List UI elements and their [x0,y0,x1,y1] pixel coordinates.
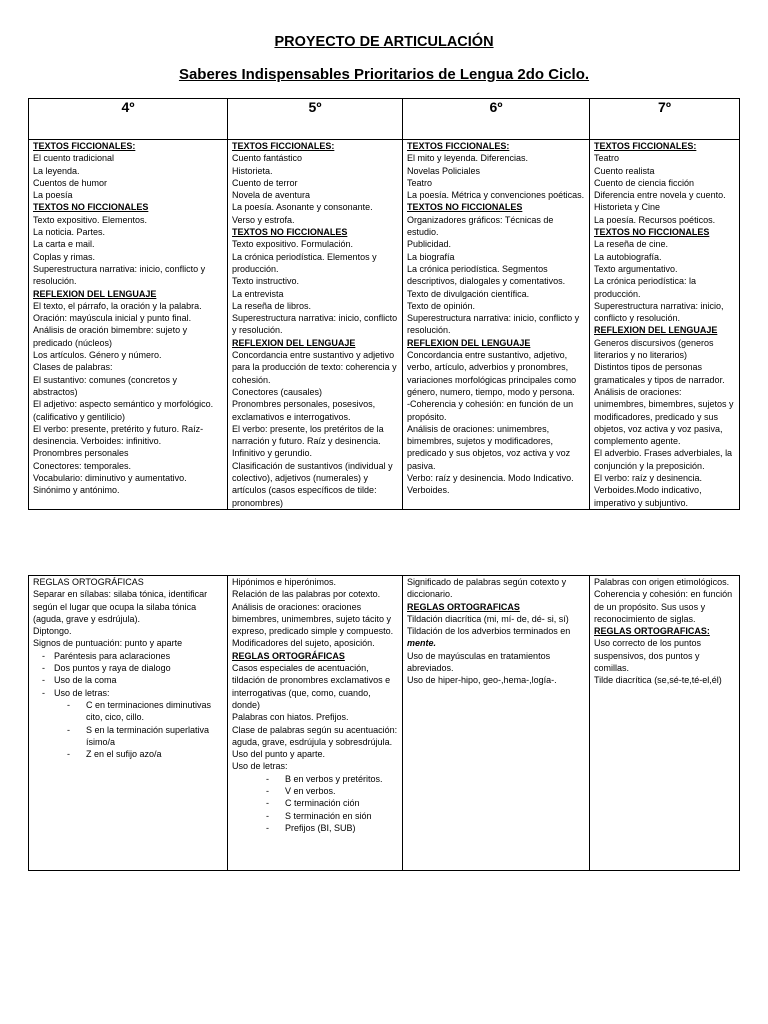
section-heading: REFLEXION DEL LENGUAJE [594,325,718,336]
content-line: La poesía [33,190,73,201]
content-line: Clases de palabras: [33,362,113,373]
content-line: -Coherencia y cohesión: en función de un propósito. [407,399,574,422]
content-line: - V en verbos. [232,785,398,797]
cell-grade-7 [590,140,740,510]
content-line: Conectores (causales) [232,386,323,397]
content-line: Cuento realista [594,165,655,176]
content-line: Diptongo. [33,626,72,637]
content-line: El adverbio. Frases adverbiales, la conjunción y la preposición. [594,448,733,471]
content-line: - B en verbos y pretéritos. [232,773,398,785]
content-line: La leyenda. [33,165,80,176]
document-title: PROYECTO DE ARTICULACIÓN [274,34,494,50]
content-line: Texto de opinión. [407,300,476,311]
content-line: Concordancia entre sustantivo y adjetivo para la producción de texto: coherencia y cohesión. [232,350,397,385]
content-line: Casos especiales de acentuación, tildación de pronombres exclamativos e interrogativas (que, como, cuando, donde) [232,663,391,710]
content-line: Generos discursivos (generos literarios y no literarios) [594,337,714,361]
content-line: Verso y estrofa. [232,214,295,225]
content-line: Infinitivo y gerundio. [232,448,313,459]
contents-table-lower [28,575,740,871]
section-heading: TEXTOS FICCIONALES: [407,141,510,151]
grade-header-7: 7º [590,99,740,140]
content-line: Palabras con hiatos. Prefijos. [232,712,349,723]
content-line: Cuentos de humor [33,177,108,188]
content-line: Análisis de oraciones: unimembres, bimembres, sujetos y modificadores, predicado y sus objetos, voz activa y voz pasiva, complemento agente. [594,386,734,447]
content-line: Cuento fantástico [232,153,303,164]
content-line: Oración: mayúscula inicial y punto final. [33,313,192,324]
content-line: Pronombres personales, posesivos, exclamativos e interrogativos. [232,399,376,422]
contents-row-lower [29,576,740,871]
content-line: El cuento tradicional [33,153,115,164]
content-line: La crónica periodística. Elementos y producción. [232,251,377,274]
content-line: mente. [407,638,437,649]
grade-header-6: 6º [403,99,590,140]
content-line: Signos de puntuación: punto y aparte [33,638,183,649]
content-line: Verboides.Modo indicativo, imperativo y subjuntivo. [594,485,702,508]
content-line: Vocabulario: diminutivo y aumentativo. [33,473,187,484]
content-line: - Prefijos (BI, SUB) [232,822,398,834]
content-line: Conectores: temporales. [33,460,132,471]
content-line: Palabras con origen etimológicos. [594,577,730,587]
section-heading: REGLAS ORTOGRAFICAS: [594,626,710,637]
content-line: Los artículos. Género y número. [33,350,162,361]
content-line: Historieta y Cine [594,202,661,213]
content-line: Novelas Policiales [407,165,481,176]
cell-grade-6 [403,140,590,510]
document-subtitle: Saberes Indispensables Prioritarios de Lengua 2do Ciclo. [178,66,590,83]
content-line: La autobiografía. [594,251,662,262]
content-line: Distintos tipos de personas gramaticales y tipos de narrador. [594,362,725,385]
content-line: El verbo: raíz y desinencia. [594,473,703,484]
content-line: Hipónimos e hiperónimos. [232,577,337,587]
content-line: Coplas y rimas. [33,251,96,262]
content-line: Texto instructivo. [232,276,300,287]
content-line: REGLAS ORTOGRÁFICAS [33,577,144,587]
content-line: La crónica periodística. Segmentos descriptivos, dialogales y comentativos. [407,263,566,287]
content-line: - S terminación en sión [232,810,398,822]
content-line: El mito y leyenda. Diferencias. [407,153,529,164]
content-line: El verbo: presente, pretérito y futuro. Raíz-desinencia. Verboides: infinitivo. [33,423,204,447]
content-line: La entrevista [232,288,284,299]
cell-grade-4 [29,140,228,510]
content-line: Clase de palabras según su acentuación: aguda, grave, esdrújula y sobresdrújula. [232,724,398,747]
content-line: Uso de mayúsculas en tratamientos abreviados. [407,650,551,674]
content-line: Texto argumentativo. [594,263,678,274]
section-heading: TEXTOS NO FICCIONALES [407,202,523,213]
content-line: Superestructura narrativa: inicio, conflicto y resolución. [232,313,398,336]
content-line: Tilde diacrítica (se,sé-te,té-el,él) [594,675,722,686]
content-line: Uso de hiper-hipo, geo-,hema-,logía-. [407,675,557,686]
section-heading: TEXTOS NO FICCIONALES [33,202,149,213]
content-line: El verbo: presente, los pretéritos de la narración y futuro. Raíz y desinencia. [232,423,384,447]
section-heading: REFLEXION DEL LENGUAJE [33,288,157,299]
cell-grade-5 [228,140,403,510]
content-line: Pronombres personales [33,448,129,459]
content-line: - Z en el sufijo azo/a [33,748,223,760]
content-line: La poesía. Asonante y consonante. [232,202,373,213]
content-line: Relación de las palabras por cotexto. [232,589,381,600]
content-line: Teatro [594,153,620,164]
content-line: Diferencia entre novela y cuento. [594,190,726,201]
section-heading: TEXTOS FICCIONALES: [33,141,136,151]
content-line: Novela de aventura [232,190,311,201]
section-heading: REFLEXION DEL LENGUAJE [232,337,356,348]
content-line: Historieta. [232,165,273,176]
content-line: Coherencia y cohesión: en función de un propósito. Sus usos y reconocimiento de siglas. [594,589,733,624]
content-line: Texto de divulgación científica. [407,288,530,299]
content-line: Texto expositivo. Elementos. [33,214,148,225]
content-line: Tildación de los adverbios terminados en [407,626,571,637]
content-line: El adjetivo: aspecto semántico y morfológico. (calificativo y gentilicio) [33,399,214,422]
section-heading: TEXTOS NO FICCIONALES [232,227,348,238]
content-line: El texto, el párrafo, la oración y la palabra. [33,300,202,311]
content-line: Superestructura narrativa: inicio, conflicto y resolución. [594,300,724,324]
grade-header-row [29,99,740,140]
contents-row-upper [29,140,740,510]
content-line: Organizadores gráficos: Técnicas de estudio. [407,214,554,238]
content-line: - C terminación ción [232,797,398,809]
content-line: La poesía. Métrica y convenciones poéticas. [407,190,585,201]
section-heading: TEXTOS FICCIONALES: [232,141,335,151]
content-line: Concordancia entre sustantivo, adjetivo, verbo, artículo, adverbios y pronombres, variaciones morfológicas principales como género, numero, tiempo, modo y persona. [407,350,577,397]
content-line: ísimo/a [86,736,116,747]
content-line: - Paréntesis para aclaraciones [33,650,223,662]
section-heading: TEXTOS NO FICCIONALES [594,227,710,238]
content-line: Cuento de terror [232,177,298,188]
content-line: Uso correcto de los puntos suspensivos, dos puntos y comillas. [594,638,702,674]
content-line: Superestructura narrativa: inicio, conflicto y resolución. [407,313,580,336]
content-line: La crónica periodística: la producción. [594,276,697,299]
content-line: Análisis de oración bimembre: sujeto y predicado (núcleos) [33,325,188,348]
content-line: Superestructura narrativa: inicio, conflicto y resolución. [33,263,206,287]
cell-grade-4-spelling [29,576,228,871]
content-line: Texto expositivo. Formulación. [232,239,354,250]
content-line: Verbo: raíz y desinencia. Modo Indicativo. Verboides. [407,473,574,496]
content-line: cito, cico, cillo. [86,712,145,723]
content-line: - Uso de letras: [33,687,223,699]
content-line: Tildación diacrítica (mi, mí- de, dé- si, sí) [407,613,569,624]
content-line: La noticia. Partes. [33,227,106,238]
content-line: Clasificación de sustantivos (individual y colectivo), adjetivos (numerales) y artículos (casos específicos de tilde: pronombres) [232,460,393,508]
content-line: - Uso de la coma [33,674,223,686]
content-line: Análisis de oraciones: oraciones bimembres, unimembres, sujeto tácito y expreso, predicado simple y compuesto. Modificadores del sujeto, aposición. [232,601,394,649]
section-heading: REGLAS ORTOGRÁFICAS [232,650,345,661]
cell-grade-7-spelling [590,576,740,871]
content-line: Teatro [407,177,433,188]
cell-grade-5-spelling [228,576,403,871]
content-line: La reseña de cine. [594,239,669,250]
content-line: La reseña de libros. [232,300,312,311]
content-line: Uso del punto y aparte. [232,749,326,760]
content-line: La poesía. Recursos poéticos. [594,214,716,225]
grade-header-4: 4º [29,99,228,140]
contents-table-upper [28,98,740,510]
content-line: La carta e mail. [33,239,95,250]
section-heading: REFLEXION DEL LENGUAJE [407,337,531,348]
section-heading: TEXTOS FICCIONALES: [594,141,697,151]
content-line: - C en terminaciones diminutivas [33,699,223,711]
content-line: - S en la terminación superlativa [33,724,223,736]
content-line: Separar en sílabas: silaba tónica, identificar según el lugar que ocupa la silaba tónica (aguda, grave y esdrújula). [33,589,208,624]
grade-header-5: 5º [228,99,403,140]
content-line: - Dos puntos y raya de dialogo [33,662,223,674]
content-line: Cuento de ciencia ficción [594,177,695,188]
cell-grade-6-spelling [403,576,590,871]
content-line: La biografía [407,251,455,262]
content-line: Publicidad. [407,239,452,250]
section-heading: REGLAS ORTOGRAFICAS [407,601,520,612]
content-line: El sustantivo: comunes (concretos y abstractos) [33,374,178,397]
content-line: Uso de letras: [232,761,288,772]
content-line: Análisis de oraciones: unimembres, bimembres, sujetos y modificadores, predicado y sus objetos, voz activa y voz pasiva. [407,423,571,471]
content-line: Sinónimo y antónimo. [33,485,120,496]
content-line: Significado de palabras según cotexto y diccionario. [407,577,567,600]
